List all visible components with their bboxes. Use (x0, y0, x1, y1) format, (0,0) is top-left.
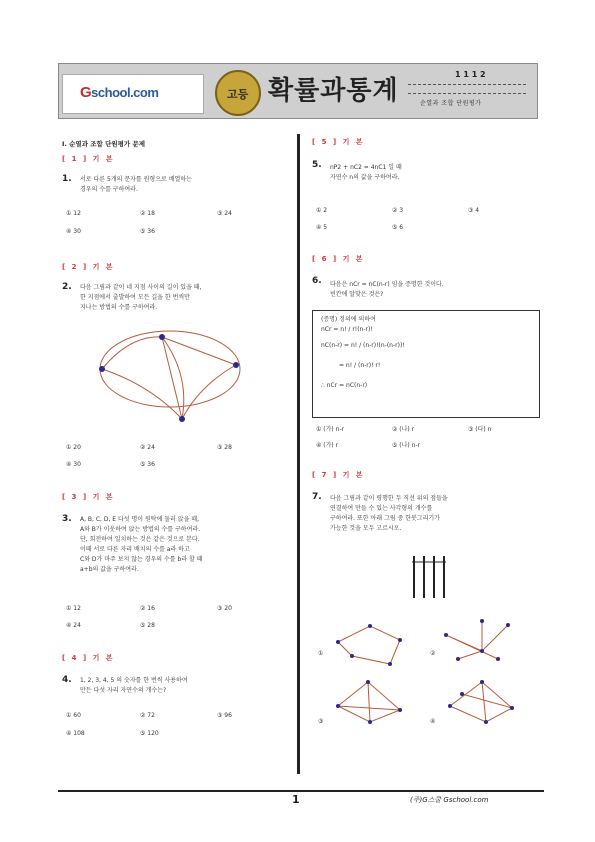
question-tag: [ 7 ] 기 본 (312, 471, 365, 479)
option[interactable]: ① 20 (66, 444, 81, 451)
chapter-label: 1 1 1 2 (455, 70, 486, 79)
option[interactable]: ① 60 (66, 712, 81, 719)
option[interactable]: ② 72 (140, 712, 155, 719)
question-text: 서로 다른 5개의 문자를 원형으로 배열하는 경우의 수를 구하여라. (80, 176, 192, 193)
page-number: 1 (292, 793, 300, 806)
option[interactable]: ① 12 (66, 605, 81, 612)
parallel-lines-figure (410, 552, 450, 602)
option[interactable]: ② 16 (140, 605, 155, 612)
option[interactable]: ① 2 (316, 207, 328, 214)
figure-label[interactable]: ① (318, 650, 324, 657)
question-text: 다음 그림과 같이 네 지점 사이의 길이 있을 때, 한 지점에서 출발하여 모든 길을 한 번씩만 지나는 방법의 수를 구하여라. (80, 284, 202, 311)
option[interactable]: ③ 4 (468, 207, 480, 214)
question-number: 6. (312, 276, 322, 286)
option[interactable]: ⑤ 6 (392, 224, 404, 231)
option[interactable]: ④ (가) r (316, 442, 339, 449)
option[interactable]: ② 18 (140, 210, 155, 217)
graph-figure-1 (330, 620, 410, 670)
site-logo[interactable]: Gschool.com (80, 84, 159, 101)
option[interactable]: ⑤ (나) n-r (392, 442, 421, 449)
question-text: 1, 2, 3, 4, 5 의 숫자를 한 번씩 사용하여 만든 다섯 자리 자연수의 개수는? (80, 677, 188, 694)
graph-figure-3 (330, 676, 410, 726)
option[interactable]: ⑤ 120 (140, 730, 159, 737)
option[interactable]: ③ 24 (217, 210, 232, 217)
section-heading: I. 순열과 조합 단원평가 문제 (62, 140, 146, 148)
question-tag: [ 4 ] 기 본 (62, 654, 115, 662)
figure-label[interactable]: ③ (318, 718, 324, 725)
proof-box: (증명) 정의에 의하여 nCr = n! / r!(n-r)! nC(n-r) = n! / (n-r)!(n-(n-r))! = n! / (n-r)! r! ∴ nCr = nC(n-r) (312, 310, 540, 418)
document-title: 확률과통계 (268, 76, 399, 106)
option[interactable]: ① (가) n-r (316, 426, 345, 433)
footer-rule (58, 790, 544, 792)
option[interactable]: ④ 30 (66, 228, 81, 235)
option[interactable]: ③ 96 (217, 712, 232, 719)
option[interactable]: ① 12 (66, 210, 81, 217)
question-number: 1. (62, 174, 72, 184)
question-text: nP2 + nC2 = 4nC1 일 때 자연수 n의 값을 구하여라. (330, 164, 402, 181)
option[interactable]: ④ 5 (316, 224, 328, 231)
question-text: 다음 그림과 같이 평행한 두 직선 위의 점들을 연결하여 만들 수 있는 사각형의 개수를 구하여라. 또한 아래 그림 중 한붓그리기가 가능한 것을 모두 고르시오. (330, 495, 448, 532)
option[interactable]: ② 3 (392, 207, 404, 214)
option[interactable]: ⑤ 36 (140, 228, 155, 235)
figure-label[interactable]: ④ (430, 718, 436, 725)
route-graph-figure (90, 325, 260, 435)
figure-label[interactable]: ② (430, 650, 436, 657)
question-tag: [ 6 ] 기 본 (312, 255, 365, 263)
graph-figure-4 (442, 676, 522, 726)
header-rule (408, 93, 526, 94)
option[interactable]: ⑤ 36 (140, 461, 155, 468)
question-tag: [ 1 ] 기 본 (62, 155, 115, 163)
option[interactable]: ③ 28 (217, 444, 232, 451)
option[interactable]: ③ (다) n (468, 426, 492, 433)
question-number: 4. (62, 675, 72, 685)
question-number: 2. (62, 282, 72, 292)
option[interactable]: ③ 20 (217, 605, 232, 612)
option[interactable]: ④ 30 (66, 461, 81, 468)
option[interactable]: ④ 108 (66, 730, 85, 737)
header-rule (408, 84, 526, 85)
grade-badge-text: 고등 (227, 88, 249, 101)
question-tag: [ 5 ] 기 본 (312, 138, 365, 146)
question-tag: [ 3 ] 기 본 (62, 493, 115, 501)
option[interactable]: ⑤ 28 (140, 622, 155, 629)
question-tag: [ 2 ] 기 본 (62, 263, 115, 271)
option[interactable]: ④ 24 (66, 622, 81, 629)
question-number: 7. (312, 492, 322, 502)
graph-figure-2 (438, 615, 518, 665)
question-text: 다음은 nCr = nC(n-r) 임을 증명한 것이다. 빈칸에 알맞은 것은? (330, 281, 444, 298)
footer-copyright: (주)G스쿨 Gschool.com (410, 796, 489, 804)
option[interactable]: ② 24 (140, 444, 155, 451)
header-subtitle: 순열과 조합 단원평가 (420, 100, 482, 107)
question-number: 3. (62, 514, 72, 524)
question-number: 5. (312, 160, 322, 170)
option[interactable]: ② (나) r (392, 426, 415, 433)
question-text: A, B, C, D, E 다섯 명이 원탁에 둘러 앉을 때, A와 B가 이웃하여 앉는 방법의 수를 구하여라. 단, 회전하여 일치하는 것은 같은 것으로 본다. 이때 서로 다른 자리 배치의 수를 a라 하고 C와 D가 마주 보지 않는 경우의 수를 b라 할 때 a+b의 값을 구하여라. (80, 516, 203, 573)
column-divider (297, 134, 300, 774)
